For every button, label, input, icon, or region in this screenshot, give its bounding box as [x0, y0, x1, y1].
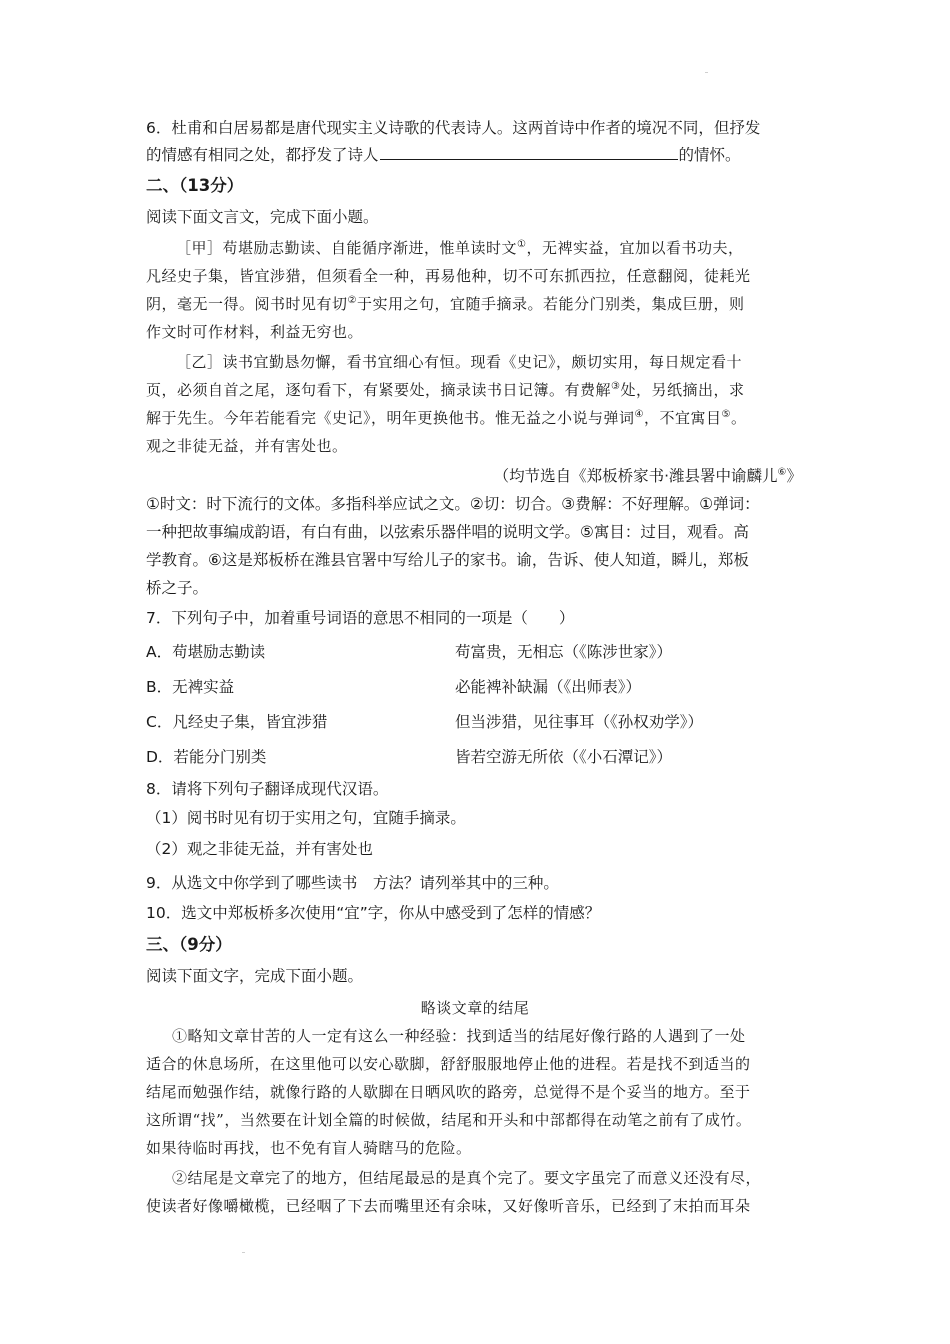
- notes-line-1: ①时文：时下流行的文体。多指科举应试之文。②切：切合。③费解：不好理解。①弹词：: [146, 495, 760, 513]
- essay-p2-line-1: ②结尾是文章完了的地方，但结尾最忌的是真个完了。要文字虽完了而意义还没有尽，: [172, 1169, 762, 1187]
- passage-jia-line-2: 凡经史子集，皆宜涉猎，但须看全一种，再易他种，切不可东抓西拉，任意翻阅，徒耗光: [146, 267, 751, 285]
- notes-line-4: 桥之子。: [146, 579, 209, 597]
- question-8-stem: 8．请将下列句子翻译成现代汉语。: [146, 780, 389, 798]
- footnote-marker: ⑤: [721, 409, 731, 420]
- passage-yi-text: 解于先生。今年若能看完《史记》，明年更换他书。惟无益之小说与弹词: [146, 409, 635, 427]
- passage-yi-line-3: [146, 408, 746, 428]
- passage-jia-line-1: [176, 238, 744, 258]
- passage-yi-line-4: 观之非徒无益，并有害处也。: [146, 437, 348, 455]
- essay-title: 略谈文章的结尾: [420, 999, 530, 1017]
- scan-speck: [242, 1252, 245, 1253]
- option-a[interactable]: A．苟堪励志勤读: [146, 643, 266, 661]
- option-c-reference: 但当涉猎，见往事耳（《孙权劝学》）: [455, 713, 704, 731]
- option-c[interactable]: C．凡经史子集，皆宜涉猎: [146, 713, 328, 731]
- footnote-marker: ②: [347, 295, 357, 306]
- passage-jia-line-4: 作文时可作材料，利益无穷也。: [146, 323, 364, 341]
- passage-yi-line-2: [146, 380, 745, 400]
- passage-jia-text: 阴，毫无一得。阅书时见有切: [146, 295, 348, 313]
- section-2-heading: 二、（13分）: [146, 176, 244, 195]
- passage-yi-text: 。: [730, 409, 747, 427]
- essay-p2-line-2: 使读者好像嚼橄榄，已经咽了下去而嘴里还有余味，又好像听音乐，已经到了末拍而耳朵: [146, 1197, 751, 1215]
- question-6-line-2: [146, 145, 741, 165]
- question-8-sentence-1: （1）阅书时见有切于实用之句，宜随手摘录。: [146, 809, 466, 827]
- scan-speck: [705, 72, 708, 73]
- option-d-reference: 皆若空游无所依（《小石潭记》）: [455, 748, 673, 766]
- question-7-stem: 7．下列句子中，加着重号词语的意思不相同的一项是（ ）: [146, 609, 575, 627]
- passage-jia-line-3: [146, 294, 745, 314]
- essay-p1-line-5: 如果待临时再找，也不免有盲人骑瞎马的危险。: [146, 1139, 472, 1157]
- footnote-marker: ③: [611, 381, 621, 392]
- option-a-reference: 苟富贵，无相忘（《陈涉世家》）: [455, 643, 673, 661]
- question-6-text-after-blank: 的情怀。: [678, 146, 741, 164]
- passage-yi-text: 处，另纸摘出，求: [620, 381, 745, 399]
- question-8-sentence-2: （2）观之非徒无益，并有害处也: [146, 840, 373, 858]
- passage-yi-line-1: ［乙］读书宜勤恳勿懈，看书宜细心有恒。现看《史记》，颇切实用，每日规定看十: [176, 353, 743, 371]
- passage-source: [420, 466, 802, 486]
- option-b-reference: 必能裨补缺漏（《出师表》）: [455, 678, 642, 696]
- notes-line-3: 学教育。⑥这是郑板桥在潍县官署中写给儿子的家书。谕，告诉、使人知道，瞬儿，郑板: [146, 551, 749, 569]
- answer-blank[interactable]: [380, 145, 678, 160]
- question-9: 9．从选文中你学到了哪些读书 方法？请列举其中的三种。: [146, 874, 559, 892]
- passage-yi-text: 页，必须自首之尾，逐句看下，有紧要处，摘录读书日记簿。有费解: [146, 381, 612, 399]
- essay-p1-line-4: 这所谓“找”，当然要在计划全篇的时候做，结尾和开头和中部都得在动笔之前有了成竹。: [146, 1111, 752, 1129]
- essay-p1-line-1: ①略知文章甘苦的人一定有这么一种经验：找到适当的结尾好像行路的人遇到了一处: [172, 1027, 746, 1045]
- passage-jia-text: ［甲］苟堪励志勤读、自能循序渐进，惟单读时文: [176, 239, 518, 257]
- notes-line-2: 一种把故事编成韵语，有白有曲，以弦索乐器伴唱的说明文学。⑤寓目：过目，观看。高: [146, 523, 749, 541]
- essay-p1-line-2: 适合的休息场所，在这里他可以安心歇脚，舒舒服服地停止他的进程。若是找不到适当的: [146, 1055, 751, 1073]
- passage-jia-text: 于实用之句，宜随手摘录。若能分门别类，集成巨册，则: [356, 295, 745, 313]
- question-10: 10．选文中郑板桥多次使用“宜”字，你从中感受到了怎样的情感？: [146, 904, 601, 922]
- option-b[interactable]: B．无裨实益: [146, 678, 235, 696]
- option-d[interactable]: D．若能分门别类: [146, 748, 267, 766]
- source-text: （均节选自《郑板桥家书·潍县署中谕麟儿: [493, 467, 778, 485]
- section-2-intro: 阅读下面文言文，完成下面小题。: [146, 208, 379, 226]
- section-3-heading: 三、（9分）: [146, 935, 232, 954]
- footnote-marker: ①: [517, 239, 527, 250]
- question-6-line-1: 6．杜甫和白居易都是唐代现实主义诗歌的代表诗人。这两首诗中作者的境况不同，但抒发: [146, 119, 761, 137]
- footnote-marker: ⑥: [777, 466, 787, 478]
- passage-yi-text: ，不宜寓目: [643, 409, 722, 427]
- section-3-intro: 阅读下面文字，完成下面小题。: [146, 967, 364, 985]
- essay-p1-line-3: 结尾而勉强作结，就像行路的人歇脚在日晒风吹的路旁，总觉得不是个妥当的地方。至于: [146, 1083, 751, 1101]
- footnote-marker: ④: [634, 409, 644, 420]
- passage-jia-text: ，无裨实益，宜加以看书功夫，: [526, 239, 744, 257]
- question-6-text-before-blank: 的情感有相同之处，都抒发了诗人: [146, 146, 379, 164]
- source-text: 》: [786, 467, 802, 485]
